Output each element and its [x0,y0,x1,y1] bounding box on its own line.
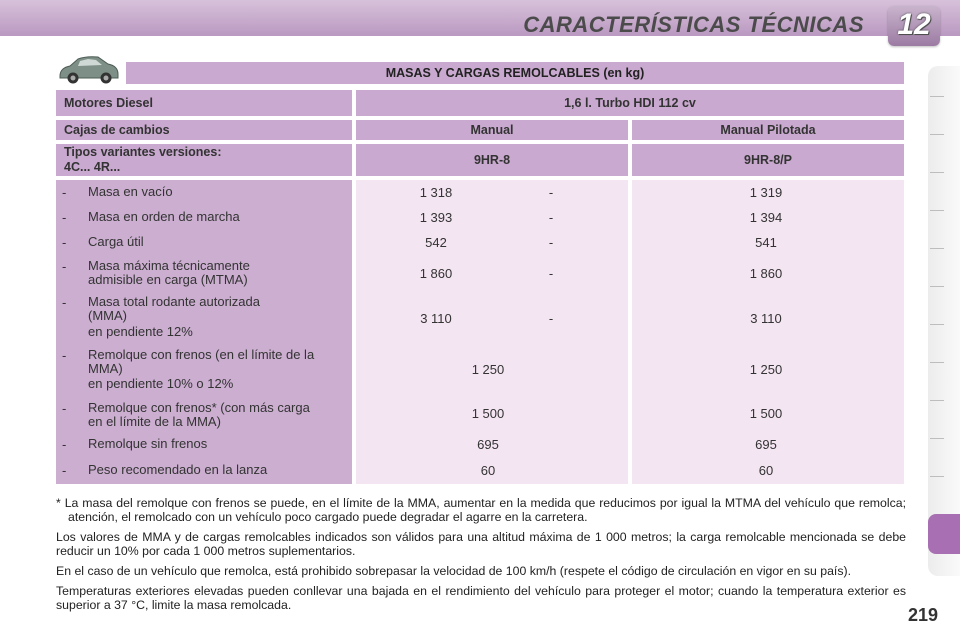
row-value-piloted: 3 110 [750,311,782,326]
chapter-tab-active[interactable] [928,514,960,554]
tab-divider [930,362,944,363]
variants-label-line2: 4C... 4R... [64,160,121,174]
tab-divider [930,324,944,325]
row-label: Remolque sin frenos [88,436,208,451]
row-value-dash: - [548,235,554,250]
row-dash: - [62,348,67,363]
row-value-manual: 542 [425,235,447,250]
footnote: * La masa del remolque con frenos se puede, en el límite de la MMA, aumentar en la medida que reducimos por igual la MTMA del vehículo que remolca; atención, el remolcado con un vehículo poco cargado puede degradar el agarre en la carretera. [56,496,906,524]
row-label: Remolque con frenos* (con más carga en el límite de la MMA) [88,400,310,429]
row-dash: - [62,401,67,416]
tab-divider [930,172,944,173]
row-value-dash: - [548,185,554,200]
row-dash: - [62,185,67,200]
engine-label: Motores Diesel [56,90,352,116]
tab-divider [930,96,944,97]
note-paragraph: En el caso de un vehículo que remolca, está prohibido sobrepasar la velocidad de 100 km/h (respete el código de circulación en vigor en su país). [56,564,851,578]
row-dash: - [62,295,67,310]
row-value-manual: 1 318 [419,185,453,200]
row-value-manual: 1 250 [471,362,505,377]
row-value-piloted: 1 319 [749,185,783,200]
row-label: Masa en vacío [88,184,173,199]
tab-divider [930,476,944,477]
row-dash: - [62,259,67,274]
row-value-piloted: 541 [755,235,777,250]
note-paragraph: Temperaturas exteriores elevadas pueden conllevar una bajada en el rendimiento del vehículo para proteger el motor; cuando la temperatura exterior es superior a 37 °C, limite la masa remolcada. [56,584,906,612]
table-caption: MASAS Y CARGAS REMOLCABLES (en kg) [126,62,904,84]
row-value-dash: - [548,266,554,281]
row-value-piloted: 60 [758,463,774,478]
row-value-manual: 1 860 [419,266,453,281]
row-label: Peso recomendado en la lanza [88,462,268,477]
row-value-manual: 60 [480,463,496,478]
row-value-piloted: 1 860 [749,266,783,281]
row-label: Remolque con frenos (en el límite de la MMA) [88,347,315,376]
row-value-piloted: 1 250 [749,362,783,377]
tab-divider [930,134,944,135]
row-value-manual: 3 110 [420,311,452,326]
variant-manual: 9HR-8 [356,144,628,176]
chapter-number: 12 [897,8,931,41]
row-sublabel: en pendiente 12% [88,324,193,339]
row-value-dash: - [548,311,554,326]
row-label: Masa máxima técnicamente admisible en carga (MTMA) [88,258,250,287]
gearbox-piloted: Manual Pilotada [632,120,904,140]
page-title: CARACTERÍSTICAS TÉCNICAS [523,12,864,37]
row-value-piloted: 1 500 [749,406,783,421]
gearbox-manual: Manual [356,120,628,140]
row-value-manual: 1 500 [471,406,505,421]
variants-label [56,144,352,176]
chapter-tab-strip [928,66,960,576]
tab-divider [930,210,944,211]
variant-piloted: 9HR-8/P [632,144,904,176]
row-dash: - [62,210,67,225]
engine-value: 1,6 l. Turbo HDI 112 cv [356,90,904,116]
variants-label-line1: Tipos variantes versiones: [64,145,222,159]
row-value-piloted: 1 394 [749,210,783,225]
row-value-manual: 695 [477,437,499,452]
row-label: Masa total rodante autorizada (MMA) [88,294,260,323]
row-label: Masa en orden de marcha [88,209,240,224]
row-sublabel: en pendiente 10% o 12% [88,376,234,391]
header-divider [0,36,960,52]
row-dash: - [62,437,67,452]
row-label: Carga útil [88,234,144,249]
notes-section [56,496,906,618]
page-number: 219 [907,605,938,625]
tab-divider [930,400,944,401]
row-dash: - [62,463,67,478]
row-value-dash: - [548,210,554,225]
tab-divider [930,286,944,287]
car-icon [56,54,122,86]
row-value-piloted: 695 [755,437,777,452]
note-paragraph: Los valores de MMA y de cargas remolcables indicados son válidos para una altitud máxima de 1 000 metros; la carga remolcable mencionada se debe reducir un 10% por cada 1 000 metros suplementarios. [56,530,906,558]
tab-divider [930,438,944,439]
gearbox-label: Cajas de cambios [56,120,352,140]
row-dash: - [62,235,67,250]
row-value-manual: 1 393 [419,210,453,225]
tab-divider [930,248,944,249]
